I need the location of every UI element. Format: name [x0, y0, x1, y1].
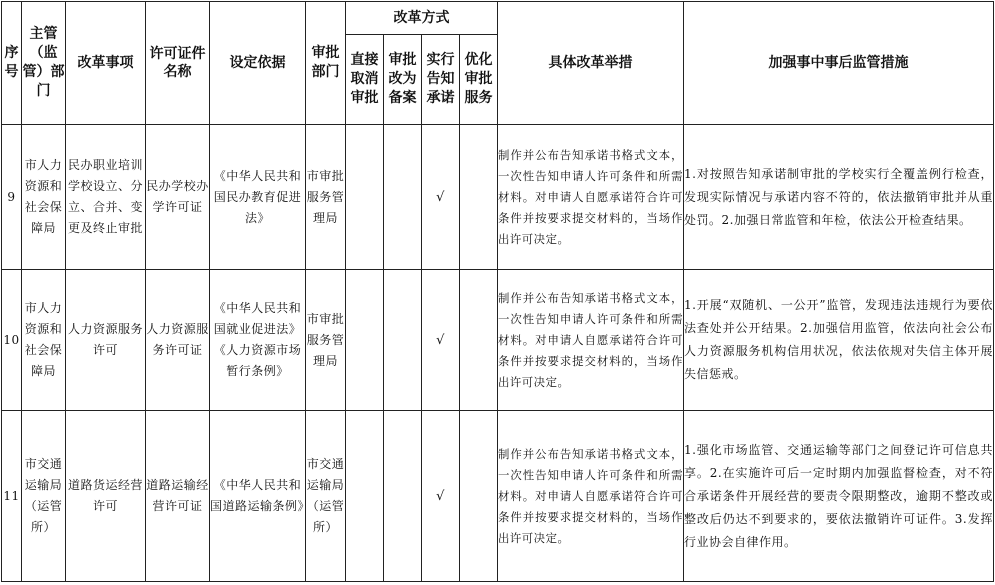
cell-supervision: 1.开展“双随机、一公开”监管，发现违法违规行为要依法查处并公开结果。2.加强信用监管，依法向社会公布人力资源服务机构信用状况，依法依规对失信主体开展失信惩戒。: [684, 270, 994, 411]
cell-supervision: 1.对按照告知承诺制审批的学校实行全覆盖例行检查，发现实际情况与承诺内容不符的，依法撤销审批并从重处罚。2.加强日常监管和年检，依法公开检查结果。: [684, 125, 994, 270]
table-row: [2, 125, 994, 270]
cell-license: 道路运输经营许可证: [146, 411, 210, 582]
cell-basis: 《中华人民共和国就业促进法》《人力资源市场暂行条例》: [210, 270, 306, 411]
cell-basis: 《中华人民共和国民办教育促进法》: [210, 125, 306, 270]
cell-measures: 制作并公布告知承诺书格式文本，一次性告知申请人许可条件和所需材料。对申请人自愿承诺符合许可条件并按要求提交材料的，当场作出许可决定。: [498, 270, 684, 411]
header-basis: 设定依据: [210, 2, 306, 125]
cell-cancel: [346, 411, 384, 582]
header-dept: 主管（监管）部门: [22, 2, 66, 125]
cell-license: 人力资源服务许可证: [146, 270, 210, 411]
header-reform-method: 改革方式: [346, 2, 498, 35]
cell-notify-check: √: [422, 125, 460, 270]
cell-dept: 市人力资源和社会保障局: [22, 125, 66, 270]
cell-dept: 市人力资源和社会保障局: [22, 270, 66, 411]
header-item: 改革事项: [66, 2, 146, 125]
header-supervision: 加强事中事后监管措施: [684, 2, 994, 125]
header-cancel: 直接取消审批: [346, 35, 384, 125]
cell-measures: 制作并公布告知承诺书格式文本，一次性告知申请人许可条件和所需材料。对申请人自愿承诺符合许可条件并按要求提交材料的，当场作出许可决定。: [498, 125, 684, 270]
header-row: [2, 2, 994, 35]
cell-basis: 《中华人民共和国道路运输条例》: [210, 411, 306, 582]
cell-license: 民办学校办学许可证: [146, 125, 210, 270]
cell-filing: [384, 411, 422, 582]
cell-cancel: [346, 270, 384, 411]
cell-item: 道路货运经营许可: [66, 411, 146, 582]
cell-dept: 市交通运输局（运管所）: [22, 411, 66, 582]
cell-item: 民办职业培训学校设立、分立、合并、变更及终止审批: [66, 125, 146, 270]
cell-approval-dept: 市审批服务管理局: [306, 270, 346, 411]
reform-table: [1, 1, 994, 582]
cell-seq: 10: [2, 270, 22, 411]
cell-optimize: [460, 411, 498, 582]
header-approval-dept: 审批部门: [306, 2, 346, 125]
cell-seq: 9: [2, 125, 22, 270]
header-license: 许可证件名称: [146, 2, 210, 125]
header-seq: 序号: [2, 2, 22, 125]
cell-item: 人力资源服务许可: [66, 270, 146, 411]
cell-optimize: [460, 270, 498, 411]
cell-approval-dept: 市审批服务管理局: [306, 125, 346, 270]
header-measures: 具体改革举措: [498, 2, 684, 125]
cell-approval-dept: 市交通运输局（运管所）: [306, 411, 346, 582]
cell-seq: 11: [2, 411, 22, 582]
cell-filing: [384, 125, 422, 270]
header-filing: 审批改为备案: [384, 35, 422, 125]
cell-supervision: 1.强化市场监管、交通运输等部门之间登记许可信息共享。2.在实施许可后一定时期内加强监督检查，对不符合承诺条件开展经营的要责令限期整改，逾期不整改或整改后仍达不到要求的，要依法撤销许可证件。3.发挥行业协会自律作用。: [684, 411, 994, 582]
cell-notify-check: √: [422, 411, 460, 582]
cell-cancel: [346, 125, 384, 270]
cell-notify-check: √: [422, 270, 460, 411]
cell-optimize: [460, 125, 498, 270]
cell-filing: [384, 270, 422, 411]
table-row: [2, 270, 994, 411]
header-optimize: 优化审批服务: [460, 35, 498, 125]
header-notify: 实行告知承诺: [422, 35, 460, 125]
table-row: [2, 411, 994, 582]
cell-measures: 制作并公布告知承诺书格式文本，一次性告知申请人许可条件和所需材料。对申请人自愿承诺符合许可条件并按要求提交材料的，当场作出许可决定。: [498, 411, 684, 582]
